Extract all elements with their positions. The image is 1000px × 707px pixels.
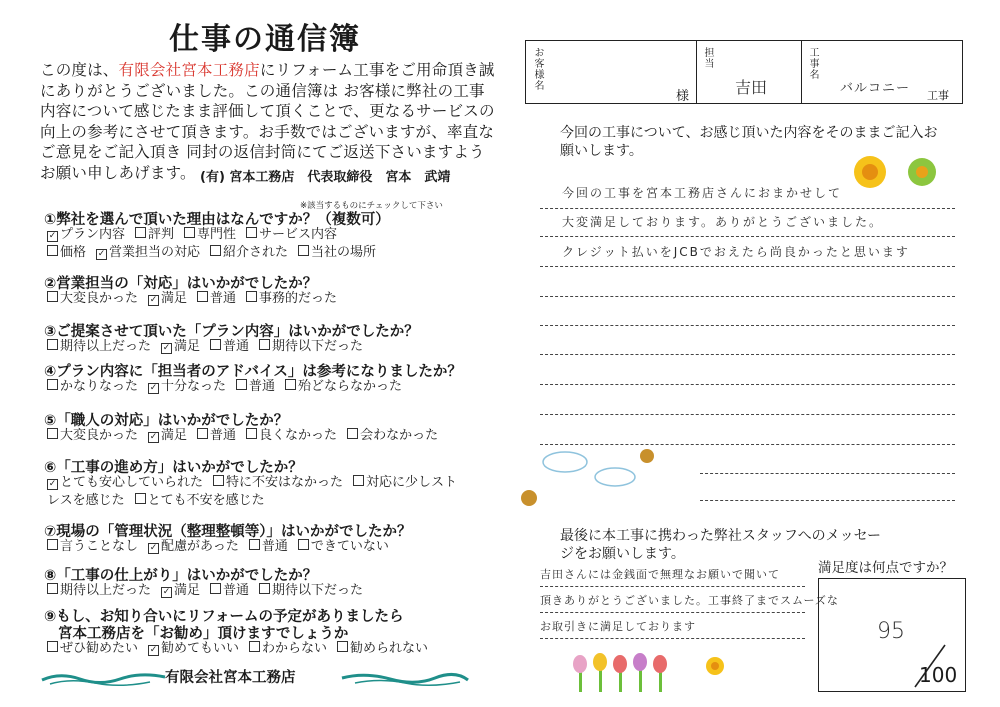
comment-handwriting: 大変満足しております。ありがとうございました。 <box>562 215 884 229</box>
checkbox-icon[interactable] <box>210 339 221 350</box>
question-options <box>47 290 347 308</box>
question-options <box>47 640 438 658</box>
option-item[interactable] <box>47 244 86 262</box>
message-prompt: 最後に本工事に携わった弊社スタッフへのメッセージをお願いします。 <box>560 528 882 562</box>
option-label: 満足 <box>174 583 201 598</box>
work-suffix: 工事 <box>927 89 949 102</box>
question-label: ⑧「工事の仕上がり」はいかがでしたか？ <box>44 568 318 584</box>
checkbox-icon[interactable] <box>285 379 296 390</box>
question-label: ④プラン内容に「担当者のアドバイス」は参考になりましたか？ <box>44 364 462 380</box>
comment-dashed-line <box>540 236 955 237</box>
checked-box-icon[interactable]: ✓ <box>48 479 57 489</box>
option-item[interactable] <box>197 427 236 445</box>
intro-part1: この度は、 <box>40 61 119 79</box>
work-name-value: バルコニー <box>840 81 911 96</box>
option-item[interactable] <box>210 244 288 262</box>
comment-dashed-line <box>700 473 955 474</box>
question-options <box>47 582 373 600</box>
checkbox-icon[interactable] <box>47 291 58 302</box>
option-label: ぜひ勧めたい <box>60 641 139 656</box>
option-label: 価格 <box>60 245 87 260</box>
option-item[interactable] <box>47 226 125 244</box>
message-handwriting: お取引きに満足しております <box>540 620 696 633</box>
option-item[interactable] <box>246 427 337 445</box>
question-options <box>47 538 399 556</box>
checked-box-icon[interactable]: ✓ <box>149 543 158 553</box>
options-line <box>47 290 347 308</box>
options-line <box>47 474 467 492</box>
checkbox-icon[interactable] <box>337 641 348 652</box>
cloud-bird-decoration-icon <box>515 440 695 510</box>
option-item[interactable] <box>96 244 200 262</box>
option-item[interactable] <box>148 378 226 396</box>
option-label: 満足 <box>174 339 201 354</box>
option-item[interactable] <box>47 582 151 600</box>
option-item[interactable] <box>135 492 265 510</box>
message-handwriting: 吉田さんには金銭面で無理なお願いで聞いて <box>540 568 780 581</box>
checkbox-icon[interactable] <box>47 539 58 550</box>
option-item[interactable] <box>213 474 343 492</box>
checkbox-icon[interactable] <box>213 475 224 486</box>
comment-handwriting: クレジット払いをJCBでおえたら尚良かったと思います <box>562 245 910 259</box>
option-label: 普通 <box>261 539 288 554</box>
staff-value: 吉田 <box>735 78 768 97</box>
check-note: ※該当するものにチェックして下さい <box>300 201 443 211</box>
option-label: 当社の場所 <box>311 245 377 260</box>
option-label: 大変良かった <box>60 291 139 306</box>
checkbox-icon[interactable] <box>246 428 257 439</box>
options-line <box>47 338 373 356</box>
checked-box-icon[interactable]: ✓ <box>149 383 158 393</box>
question-options <box>47 378 412 396</box>
checkbox-icon[interactable] <box>197 428 208 439</box>
work-name-label: 工事名 <box>807 47 818 80</box>
option-label: 満足 <box>161 428 188 443</box>
option-label: 普通 <box>210 291 237 306</box>
footer-company-name: 有限会社宮本工務店 <box>165 670 296 686</box>
score-value: 95 <box>877 619 905 644</box>
option-item[interactable] <box>259 582 363 600</box>
question-options <box>47 226 386 262</box>
option-item[interactable] <box>285 378 402 396</box>
question-label: ①弊社を選んで頂いた理由はなんですか？（複数可） <box>44 212 390 228</box>
option-label: 普通 <box>223 583 250 598</box>
work-cell <box>801 41 964 103</box>
option-label: 対応に少しスト <box>366 475 458 490</box>
option-label: 専門性 <box>197 227 237 242</box>
checkbox-icon[interactable] <box>47 583 58 594</box>
option-item[interactable] <box>347 427 438 445</box>
options-line <box>47 378 412 396</box>
option-label: 期待以上だった <box>60 583 152 598</box>
option-item[interactable] <box>337 640 428 658</box>
score-max: 100 <box>919 663 958 687</box>
intro-part4: は お客様に弊社の工事内容について感じたまま評価して頂くことで、更なるサービスの向上の参考にさせて頂きます。お手数ではございますが、率直なご意見をご記入頂き 同封の返信封筒にてご返送下さいますようお願い申しあげます。 <box>40 81 495 182</box>
options-line <box>47 538 399 556</box>
question-options <box>47 474 467 510</box>
wave-decoration-left <box>40 670 170 688</box>
option-item[interactable] <box>249 640 327 658</box>
options-line <box>47 640 438 658</box>
checked-box-icon[interactable]: ✓ <box>48 231 57 241</box>
checkbox-icon[interactable] <box>249 539 260 550</box>
checkbox-icon[interactable] <box>197 291 208 302</box>
comment-prompt: 今回の工事について、お感じ頂いた内容をそのままご記入お願いします。 <box>560 125 938 159</box>
checkbox-icon[interactable] <box>47 379 58 390</box>
option-label: とても不安を感じた <box>147 493 265 508</box>
checked-box-icon[interactable]: ✓ <box>162 343 171 353</box>
comment-dashed-line <box>540 296 955 297</box>
checkbox-icon[interactable] <box>47 245 58 256</box>
option-item[interactable] <box>184 226 236 244</box>
question-label: ⑥「工事の進め方」はいかがでしたか？ <box>44 460 303 476</box>
checked-box-icon[interactable]: ✓ <box>97 249 106 259</box>
message-dashed-line <box>540 638 805 639</box>
option-item[interactable] <box>246 290 337 308</box>
option-item[interactable] <box>246 226 337 244</box>
options-line <box>47 427 448 445</box>
option-label: 勧められない <box>350 641 429 656</box>
option-item[interactable] <box>135 226 174 244</box>
option-item[interactable] <box>148 290 187 308</box>
message-dashed-line <box>540 612 805 613</box>
checked-box-icon[interactable]: ✓ <box>162 587 171 597</box>
checkbox-icon[interactable] <box>246 291 257 302</box>
option-label: サービス内容 <box>259 227 338 242</box>
option-label: 評判 <box>148 227 175 242</box>
option-item[interactable] <box>197 290 236 308</box>
intro-part2: にリフォーム工事をご用命頂き誠にありがとうございました。この <box>40 61 495 100</box>
question-options <box>47 427 448 445</box>
option-label: 勧めてもいい <box>161 641 240 656</box>
options-line <box>47 244 386 262</box>
signer-line: (有) 宮本工務店 代表取締役 宮本 武靖 <box>200 170 451 185</box>
option-label: 紹介された <box>223 245 289 260</box>
question-options <box>47 338 373 356</box>
option-item[interactable] <box>47 474 203 492</box>
option-label: レスを感じた <box>47 493 125 508</box>
option-label: とても安心していられた <box>60 475 204 490</box>
option-item[interactable] <box>259 338 363 356</box>
checkbox-icon[interactable] <box>347 428 358 439</box>
option-item[interactable] <box>161 582 200 600</box>
option-item[interactable] <box>47 427 138 445</box>
question-label: ②営業担当の「対応」はいかがでしたか？ <box>44 276 318 292</box>
score-question: 満足度は何点ですか？ <box>818 560 953 576</box>
option-item[interactable] <box>47 492 125 510</box>
option-item[interactable] <box>47 538 138 556</box>
question-label: ⑨もし、お知り合いにリフォームの予定がありましたら <box>44 609 404 625</box>
option-label: できていない <box>310 539 389 554</box>
option-item[interactable] <box>148 427 187 445</box>
checked-box-icon[interactable]: ✓ <box>149 432 158 442</box>
option-item[interactable] <box>353 474 457 492</box>
option-label: 普通 <box>223 339 250 354</box>
option-label: 期待以下だった <box>272 583 364 598</box>
checkbox-icon[interactable] <box>259 339 270 350</box>
option-item[interactable] <box>47 290 138 308</box>
checked-box-icon[interactable]: ✓ <box>149 645 158 655</box>
comment-dashed-line <box>540 266 955 267</box>
header-info-table <box>525 40 963 104</box>
option-item[interactable] <box>47 378 138 396</box>
option-label: 満足 <box>161 291 188 306</box>
option-item[interactable] <box>47 640 138 658</box>
checkbox-icon[interactable] <box>210 245 221 256</box>
question-label-2: 宮本工務店を「お勧め」頂けますでしょうか <box>58 626 349 642</box>
option-label: 良くなかった <box>259 428 338 443</box>
checkbox-icon[interactable] <box>135 493 146 504</box>
option-label: 普通 <box>210 428 237 443</box>
option-item[interactable] <box>148 640 239 658</box>
comment-dashed-line <box>540 325 955 326</box>
comment-dashed-line <box>540 208 955 209</box>
question-label: ⑦現場の「管理状況（整理整頓等）」はいかがでしたか？ <box>44 524 412 540</box>
options-line <box>47 582 373 600</box>
staff-cell <box>696 41 787 103</box>
option-label: 配慮があった <box>161 539 239 554</box>
option-label: 大変良かった <box>60 428 139 443</box>
page-title: 仕事の通信簿 <box>169 22 361 57</box>
checkbox-icon[interactable] <box>47 428 58 439</box>
option-label: 殆どならなかった <box>298 379 403 394</box>
message-dashed-line <box>540 586 805 587</box>
customer-name-label: お客様名 <box>532 47 543 91</box>
intro-text <box>40 60 495 183</box>
checkbox-icon[interactable] <box>47 641 58 652</box>
customer-suffix: 様 <box>676 89 690 104</box>
option-item[interactable] <box>298 538 389 556</box>
checkbox-icon[interactable] <box>135 227 146 238</box>
checked-box-icon[interactable]: ✓ <box>149 295 158 305</box>
option-label: 期待以下だった <box>272 339 364 354</box>
checkbox-icon[interactable] <box>298 539 309 550</box>
checkbox-icon[interactable] <box>47 339 58 350</box>
option-label: わからない <box>262 641 328 656</box>
option-label: 特に不安はなかった <box>226 475 344 490</box>
tulip-decoration-icon <box>565 648 745 693</box>
score-box <box>818 578 966 692</box>
comment-dashed-line <box>540 414 955 415</box>
option-item[interactable] <box>148 538 239 556</box>
option-label: 普通 <box>249 379 276 394</box>
options-line <box>47 492 467 510</box>
option-label: 事務的だった <box>259 291 338 306</box>
flower-decoration-icon <box>850 152 945 197</box>
option-item[interactable] <box>47 338 151 356</box>
option-label: プラン内容 <box>60 227 126 242</box>
comment-dashed-line <box>540 384 955 385</box>
checkbox-icon[interactable] <box>246 227 257 238</box>
checkbox-icon[interactable] <box>184 227 195 238</box>
question-label: ③ご提案させて頂いた「プラン内容」はいかがでしたか？ <box>44 324 419 340</box>
staff-label: 担当 <box>702 47 713 69</box>
option-label: 会わなかった <box>360 428 439 443</box>
checkbox-icon[interactable] <box>353 475 364 486</box>
option-item[interactable] <box>298 244 376 262</box>
option-item[interactable] <box>161 338 200 356</box>
option-label: 十分なった <box>161 379 227 394</box>
comment-dashed-line <box>540 354 955 355</box>
option-item[interactable] <box>210 582 249 600</box>
option-label: かなりなった <box>60 379 139 394</box>
option-label: 営業担当の対応 <box>109 245 201 260</box>
option-item[interactable] <box>249 538 288 556</box>
comment-dashed-line <box>700 500 955 501</box>
checkbox-icon[interactable] <box>298 245 309 256</box>
intro-company: 有限会社宮本工務店 <box>118 61 260 79</box>
checkbox-icon[interactable] <box>249 641 260 652</box>
question-label: ⑤「職人の対応」はいかがでしたか？ <box>44 413 289 429</box>
intro-part3: 通信簿 <box>275 81 323 100</box>
wave-decoration-right <box>340 670 470 688</box>
checkbox-icon[interactable] <box>259 583 270 594</box>
checkbox-icon[interactable] <box>236 379 247 390</box>
comment-handwriting: 今回の工事を宮本工務店さんにおまかせして <box>562 186 843 200</box>
message-handwriting: 頂きありがとうございました。工事終了までスムーズな <box>540 594 839 607</box>
option-label: 言うことなし <box>60 539 139 554</box>
option-item[interactable] <box>236 378 275 396</box>
checkbox-icon[interactable] <box>210 583 221 594</box>
option-item[interactable] <box>210 338 249 356</box>
options-line <box>47 226 386 244</box>
option-label: 期待以上だった <box>60 339 152 354</box>
